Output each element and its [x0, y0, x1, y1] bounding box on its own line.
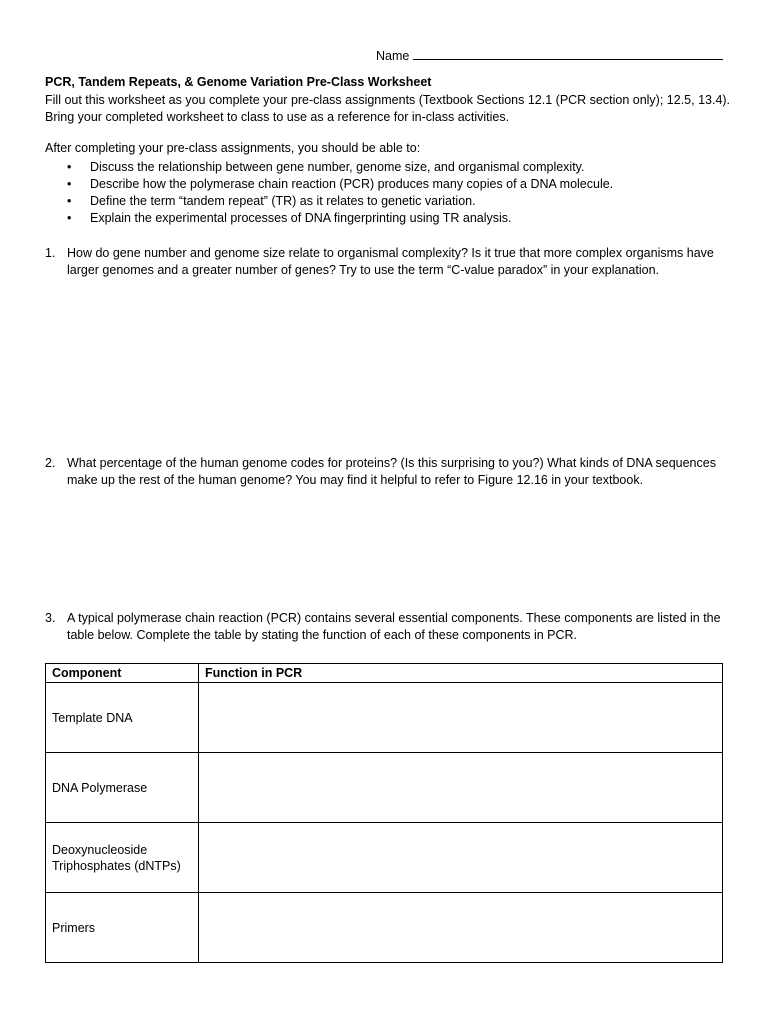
- table-row: [46, 683, 723, 753]
- function-answer-cell[interactable]: [199, 893, 723, 963]
- objective-item: [45, 210, 613, 227]
- question-number: 3.: [45, 611, 56, 625]
- bullet-icon: •: [67, 177, 72, 191]
- component-cell: Primers: [46, 893, 199, 963]
- column-header-component: Component: [46, 664, 199, 683]
- objectives-list: [45, 159, 613, 227]
- component-cell: Template DNA: [46, 683, 199, 753]
- bullet-icon: •: [67, 194, 72, 208]
- function-answer-cell[interactable]: [199, 823, 723, 893]
- pcr-components-table: [45, 663, 723, 963]
- component-cell: DNA Polymerase: [46, 753, 199, 823]
- question-text: What percentage of the human genome codes for proteins? (Is this surprising to you?) What kinds of DNA sequences make up the rest of the human genome? You may find it helpful to refer to Figure 12.16 in your textbook.: [67, 456, 716, 487]
- question-text: A typical polymerase chain reaction (PCR) contains several essential components. These components are listed in the table below. Complete the table by stating the function of each of these components in PCR.: [67, 611, 721, 642]
- objectives-intro: After completing your pre-class assignments, you should be able to:: [45, 141, 421, 155]
- question-number: 2.: [45, 456, 56, 470]
- objective-item: [45, 176, 613, 193]
- question-number: 1.: [45, 246, 56, 260]
- worksheet-title: PCR, Tandem Repeats, & Genome Variation Pre-Class Worksheet: [45, 75, 432, 89]
- worksheet-intro: Fill out this worksheet as you complete your pre-class assignments (Textbook Sections 12.1 (PCR section only); 12.5, 13.4). Bring your completed worksheet to class to use as a reference for in-class activities.: [45, 93, 731, 124]
- objective-item: [45, 193, 613, 210]
- bullet-icon: •: [67, 160, 72, 174]
- name-field[interactable]: [376, 47, 723, 65]
- objective-text: Explain the experimental processes of DNA fingerprinting using TR analysis.: [90, 211, 512, 225]
- objective-text: Define the term “tandem repeat” (TR) as it relates to genetic variation.: [90, 194, 476, 208]
- function-answer-cell[interactable]: [199, 753, 723, 823]
- objective-text: Discuss the relationship between gene number, genome size, and organismal complexity.: [90, 160, 585, 174]
- objective-text: Describe how the polymerase chain reaction (PCR) produces many copies of a DNA molecule.: [90, 177, 614, 191]
- name-blank-line[interactable]: [413, 47, 723, 60]
- question-text: How do gene number and genome size relate to organismal complexity? Is it true that more complex organisms have larger genomes and a greater number of genes? Try to use the term “C-value paradox” in your explanation.: [67, 246, 714, 277]
- objective-item: [45, 159, 613, 176]
- bullet-icon: •: [67, 211, 72, 225]
- table-row: [46, 893, 723, 963]
- table-row: [46, 823, 723, 893]
- name-label: Name: [376, 49, 410, 63]
- column-header-function: Function in PCR: [199, 664, 723, 683]
- function-answer-cell[interactable]: [199, 683, 723, 753]
- table-row: [46, 753, 723, 823]
- table-header-row: [46, 664, 723, 683]
- component-cell: Deoxynucleoside Triphosphates (dNTPs): [46, 823, 199, 893]
